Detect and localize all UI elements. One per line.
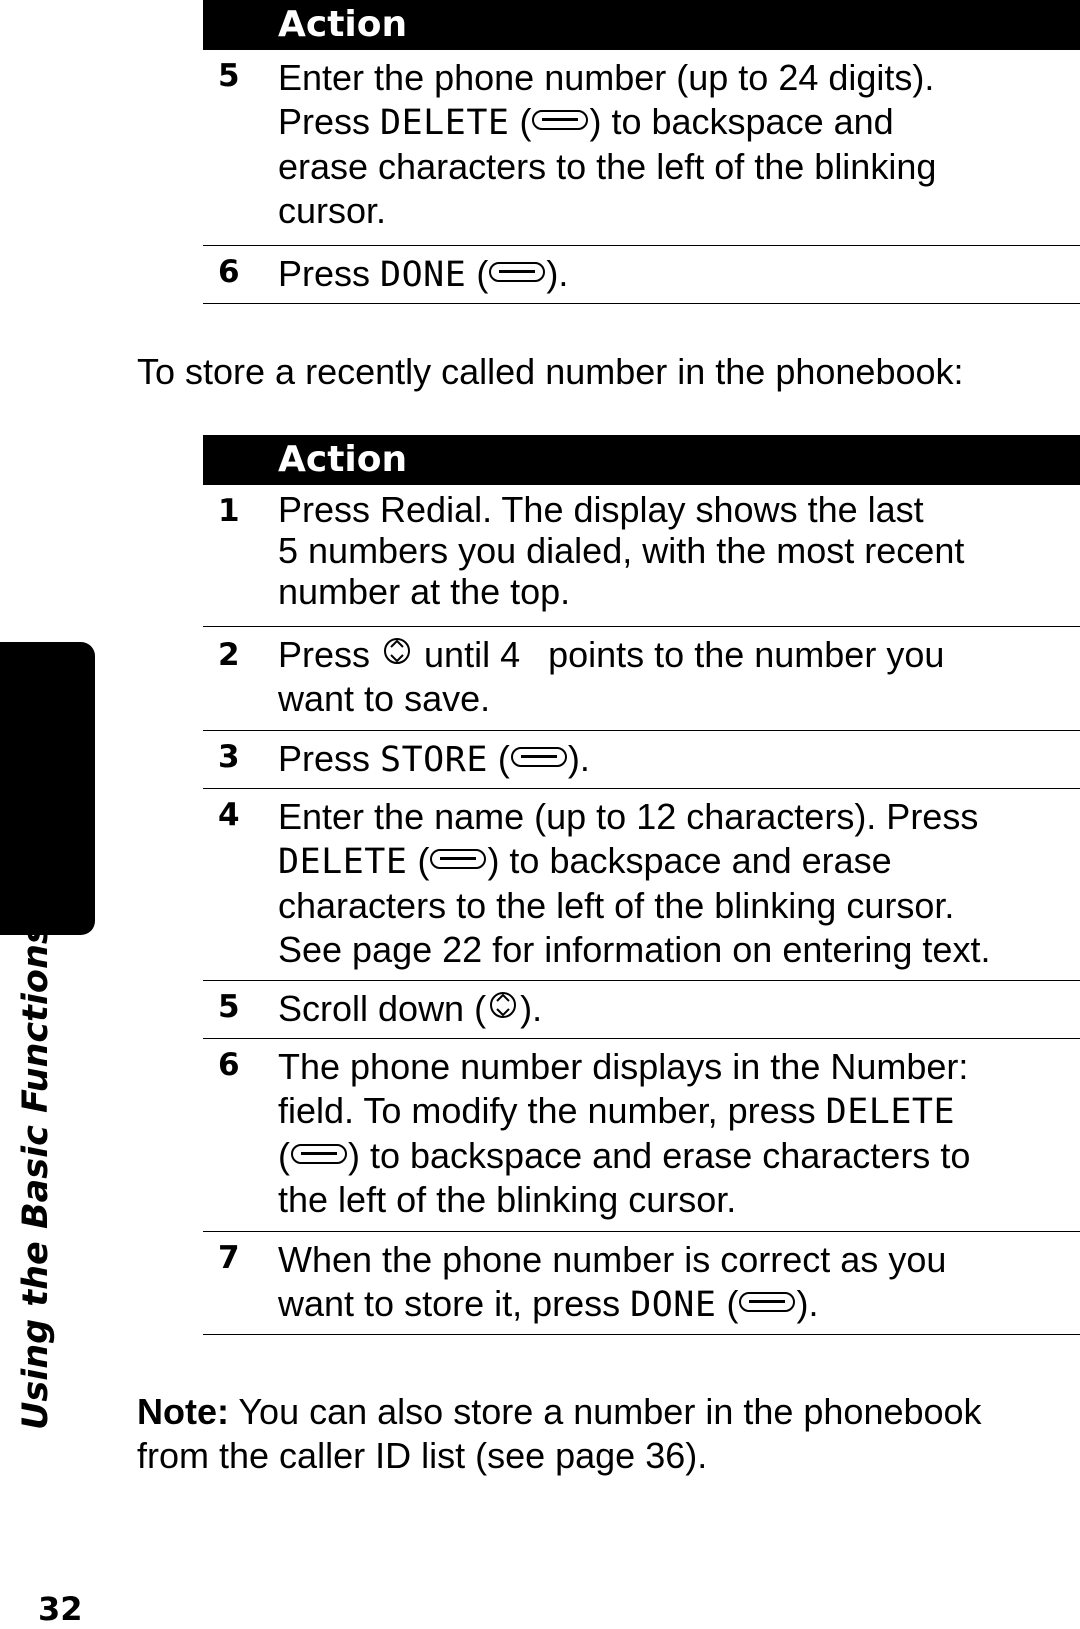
step-number: 6 [218, 254, 240, 290]
step-number: 4 [218, 797, 240, 833]
softkey-icon [511, 747, 567, 767]
step-number: 1 [218, 493, 240, 529]
section-tab [0, 642, 95, 935]
step-text: Scroll down ( ). [278, 988, 543, 1029]
step-text: When the phone number is correct as you want to store it, press DONE ( ). [278, 1239, 947, 1325]
delete-softkey-label: DELETE [825, 1092, 956, 1132]
table-row [203, 485, 1080, 627]
table-row [203, 627, 1080, 731]
step-number: 2 [218, 637, 240, 673]
delete-softkey-label: DELETE [278, 842, 408, 882]
scroll-nav-icon [382, 633, 412, 669]
done-softkey-label: DONE [630, 1285, 717, 1325]
step-text: Press DONE ( ). [278, 253, 569, 295]
action-table-1 [203, 0, 1080, 304]
softkey-icon [739, 1292, 795, 1312]
softkey-icon [489, 262, 545, 282]
table-row [203, 50, 1080, 246]
step-text: Press STORE ( ). [278, 738, 590, 780]
table-header: Action [203, 435, 1080, 485]
done-softkey-label: DONE [380, 255, 467, 295]
step-number: 5 [218, 58, 240, 94]
table-row [203, 981, 1080, 1039]
intro-text: To store a recently called number in the phonebook: [137, 351, 964, 392]
table-row [203, 246, 1080, 304]
table-row [203, 789, 1080, 981]
step-number: 5 [218, 989, 240, 1025]
table-row [203, 731, 1080, 789]
scroll-nav-icon [488, 987, 518, 1023]
step-text: Enter the phone number (up to 24 digits). Press DELETE ( ) to backspace and erase characters to the left of the blinking cursor. [278, 57, 937, 231]
softkey-icon [291, 1144, 347, 1164]
softkey-icon [532, 110, 588, 130]
softkey-icon [430, 849, 486, 869]
note-text: Note: You can also store a number in the phonebook from the caller ID list (see page 36). [137, 1391, 982, 1476]
step-number: 7 [218, 1240, 240, 1276]
step-number: 6 [218, 1047, 240, 1083]
table-row [203, 1039, 1080, 1232]
table-row [203, 1232, 1080, 1335]
page-number: 32 [38, 1590, 83, 1628]
section-label: Using the Basic Functions [16, 923, 56, 1430]
table-header: Action [203, 0, 1080, 50]
step-number: 3 [218, 739, 240, 775]
step-text: The phone number displays in the Number: field. To modify the number, press DELETE ( ) to backspace and erase characters to the left of the blinking cursor. [278, 1046, 971, 1220]
note-label: Note: [137, 1391, 229, 1432]
step-text: Press until 4 points to the number you want to save. [278, 634, 945, 719]
step-text: Enter the name (up to 12 characters). Press DELETE ( ) to backspace and erase characters to the left of the blinking cursor. See page 22 for information on entering text. [278, 796, 991, 970]
store-softkey-label: STORE [380, 740, 488, 780]
step-text: Press Redial. The display shows the last 5 numbers you dialed, with the most recent number at the top. [278, 489, 965, 612]
delete-softkey-label: DELETE [380, 103, 510, 143]
action-table-2 [203, 435, 1080, 1335]
